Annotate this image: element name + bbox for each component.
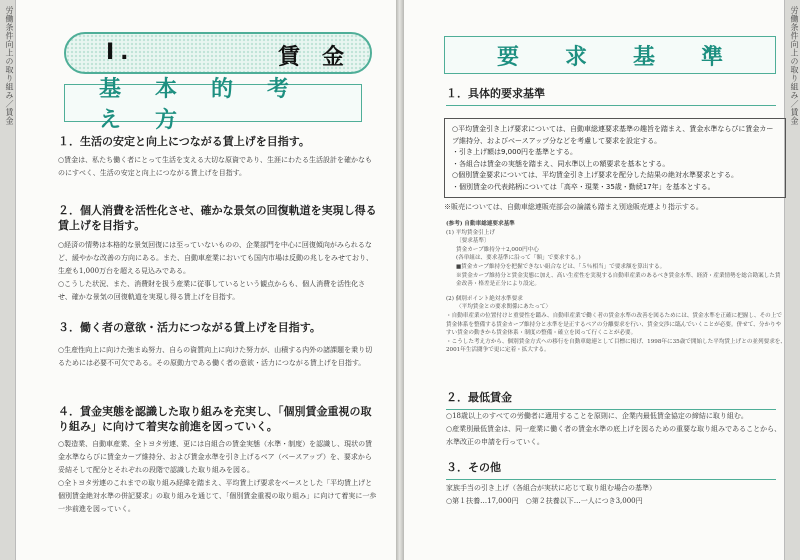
body-1: ○賃金は、私たち働く者にとって生活を支える大切な原資であり、生涯にわたる生活設計を確かなものにすべく、生活の安定と向上につながる賃上げを目指す。 [58,156,372,177]
minimum-wage-body: ○18歳以上のすべての労働者に適用することを原則に、企業内最低賃金協定の締結に取り組む。 ○産業別最低賃金は、同一産業に働く者の賃金水準の底上げを図るための重要な取り組みであることから、水準改正の申請を行っていく。 [446,412,782,446]
body-2: ○経済の情勢は本格的な景気回復には至っていないものの、企業部門を中心に回復傾向がみられるなど、緩やかな改善の方向にある。また、自動車産業においても国内市場は反動の兆しをみせており、生産も1,000万台を超える見込みである。 ○こうした状況、また、消費財を扱う産業に従事しているという観点からも、個人消費を活性化させ、確かな景気の回復軌道を実現し得る賃上げを目指す。 [58,241,373,301]
requirements-title-box [444,36,776,74]
section-title: 基本的考え方 [99,77,324,133]
running-header-left: 労働条件向上の取り組み／賃金 [0,0,16,560]
requirements-box: ○平均賃金引き上げ要求については、自動車総連要求基準の趣旨を踏まえ、賃金水準ならびに賃金カーブ維持分、およびベースアップ分などを考慮して要求を設定する。 ・引き上げ額は9,000円を基準とする。 ・各組合は賃金の実態を踏まえ、同水準以上の額要求を基本とする。 ○個別賃金要求については、平均賃金引き上げ要求を配分した結果の絶対水準要求とする。 ・個別賃金の代表銘柄については「高卒・現業・35歳・勤続17年」を基本とする。 [444,118,786,198]
body-4: ○製造業、自動車産業、全トヨタ労連、更には自組合の賃金実態（水準・制度）を認識し、現状の賃金水準ならびに賃金カーブ維持分、および賃金水準を引き上げるベア（ベースアップ）を、要求から妥結そして配分とそれぞれの段階で認識した取り組みを図る。 ○全トヨタ労連のこれまでの取り組み経緯を踏まえ、平均賃上げ要求をベースとした「平均賃上げと個別賃金絶対水準の併記要求」の取り組みを通じて、「個別賃金重視の取り組み」に向けて着実に一歩一歩前進を図っていく。 [58,440,377,513]
page-gutter [396,0,404,560]
heading-1: １．生活の安定と向上につながる賃上げを目指す。 [58,135,310,148]
section-title-box [64,77,362,133]
body-3: ○生産性向上に向けた弛まぬ努力、自らの資質向上に向けた努力が、山積する内外の諸課題を乗り切るためには必要不可欠である。その原動力である働く者の意欲・活力につながる賃上げを目指す。 [58,346,373,367]
requirements-title: 要求基準 [496,44,769,70]
chapter-number: Ⅰ. [106,40,135,65]
right-page [404,0,800,560]
other-body: 家族手当の引き上げ（各組合が実状に応じて取り組む場合の基準） ○第１扶養…17,000円 ○第２扶養以下…一人につき3,000円 [446,484,656,505]
requirements-heading-2: ２．最低賃金 [446,390,776,410]
heading-4: ４．賃金実態を認識した取り組みを充実し、「個別賃金重視の取り組み」に向けて着実な前進を図っていく。 [58,405,372,433]
heading-2: ２．個人消費を活性化させ、確かな景気の回復軌道を実現し得る賃上げを目指す。 [58,204,377,232]
reference-block: (参考) 自動車総連要求基準 (1) 平均賃金引上げ 〔要求基準〕 賃金カーブ維持分＋2,000円中心 (各単組は、要求基準に沿って「額」で要求する。) ■賃金カーブ維持分を把握できない組合などは、「５％相当」で要求額を算出する。 ※賃金カーブ維持分と賃金実態に加え、高い生産性を実現する自動車産業のあるべき賃金水準、経済・産業情勢を総合勘案した賃金改善・格差是正分により設定。 (2) 個別ポイント絶対水準要求 〈平均賃金との要求関係にあたって〉 ・自動車産業の位置付けと重要性を鑑み、自動車産業で働く者の賃金水準の改善を図るためには、賃金水準を正確に把握し、その上で賃金体系を整備する賃金カーブ維持分と水準を是正するベアの分離要求を行い、賃金交渉に臨んでいくことが必要。併せて、分かりやすい賃金の動きから賃金体系・制度の整備・確立を図って行くことが必要。 ・こうした考え方から、個別賃金方式への移行を自動車総連として目標に掲げ、1998年に35歳で開始した平均賃上げとの並列要求を、2001年生活闘争で更に定着・拡大する。 [446,221,786,354]
sales-note: ※販売については、自動車総連販売部会の論議も踏まえ別途販売連より指示する。 [444,203,703,211]
chapter-banner [64,32,372,74]
requirements-heading-1: １．具体的要求基準 [446,86,776,106]
left-page [0,0,396,560]
requirements-heading-3: ３．その他 [446,460,776,480]
running-header-right: 労働条件向上の取り組み／賃金 [784,0,800,560]
heading-3: ３．働く者の意欲・活力につながる賃上げを目指す。 [58,321,321,334]
chapter-title: 賃 金 [277,45,344,70]
